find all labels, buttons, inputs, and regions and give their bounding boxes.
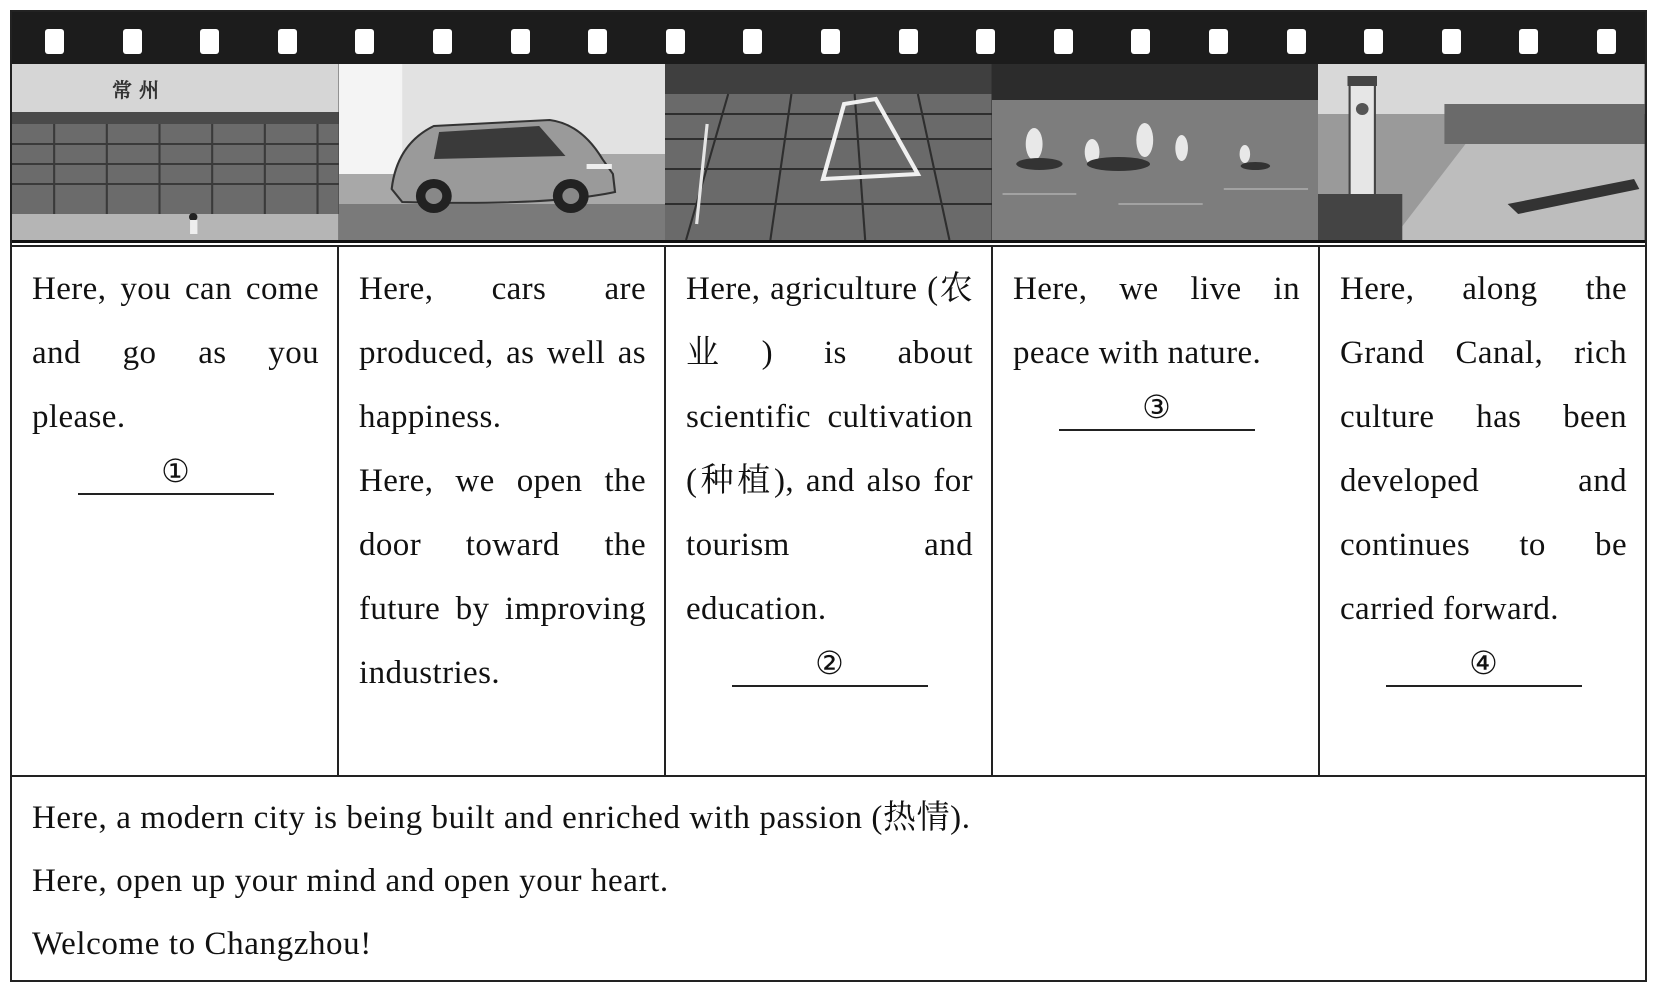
answer-blank-3[interactable]: ③ <box>1059 385 1255 431</box>
canal-tower-photo-icon <box>1318 64 1645 240</box>
closing-line-3: Welcome to Changzhou! <box>32 926 372 962</box>
sprocket-hole <box>355 29 374 54</box>
film-strip <box>12 12 1645 242</box>
column-2-text-1: Here, cars are produced, as well as happiness. <box>359 271 646 435</box>
caption-columns <box>12 245 1645 777</box>
column-4 <box>991 247 1318 775</box>
closing-line-1: Here, a modern city is being built and enriched with passion (热情). <box>32 800 971 836</box>
answer-blank-4[interactable]: ④ <box>1386 641 1582 687</box>
sprocket-hole <box>1131 29 1150 54</box>
answer-blank-2[interactable]: ② <box>732 641 928 687</box>
sprocket-hole <box>278 29 297 54</box>
column-2-text-2: Here, we open the door toward the future by improving industries. <box>359 463 646 691</box>
sprocket-hole <box>200 29 219 54</box>
column-1-text: Here, you can come and go as you please. <box>32 271 319 435</box>
farmland-photo-icon <box>665 64 992 240</box>
station-sign: 常 州 <box>112 78 159 102</box>
column-4-text: Here, we live in peace with nature. <box>1013 271 1300 371</box>
column-5-text: Here, along the Grand Canal, rich culture has been developed and continues to be carried forward. <box>1340 271 1627 627</box>
car-photo-icon <box>339 64 666 240</box>
sprocket-hole <box>123 29 142 54</box>
sprocket-hole <box>511 29 530 54</box>
sprocket-hole <box>45 29 64 54</box>
column-1 <box>12 247 337 775</box>
sprocket-hole <box>666 29 685 54</box>
closing-text <box>12 787 1645 976</box>
sprocket-hole <box>743 29 762 54</box>
column-5 <box>1318 247 1645 775</box>
document-frame <box>10 10 1647 982</box>
sprocket-hole <box>821 29 840 54</box>
sprocket-hole <box>899 29 918 54</box>
column-2 <box>337 247 664 775</box>
birds-on-water-photo-icon <box>992 64 1319 240</box>
sprocket-hole <box>1364 29 1383 54</box>
sprocket-hole <box>1597 29 1616 54</box>
sprocket-hole <box>1442 29 1461 54</box>
photo-row <box>12 64 1645 243</box>
sprocket-hole <box>588 29 607 54</box>
sprocket-hole <box>1054 29 1073 54</box>
closing-line-2: Here, open up your mind and open your heart. <box>32 863 669 899</box>
sprocket-hole <box>1519 29 1538 54</box>
sprocket-hole <box>1287 29 1306 54</box>
sprocket-hole <box>433 29 452 54</box>
column-3-text: Here, agriculture (农业) is about scientific cultivation (种植), and also for tourism and education. <box>686 271 973 627</box>
sprocket-hole <box>1209 29 1228 54</box>
station-photo-icon <box>12 64 339 240</box>
column-3 <box>664 247 991 775</box>
answer-blank-1[interactable]: ① <box>78 449 274 495</box>
sprocket-hole <box>976 29 995 54</box>
